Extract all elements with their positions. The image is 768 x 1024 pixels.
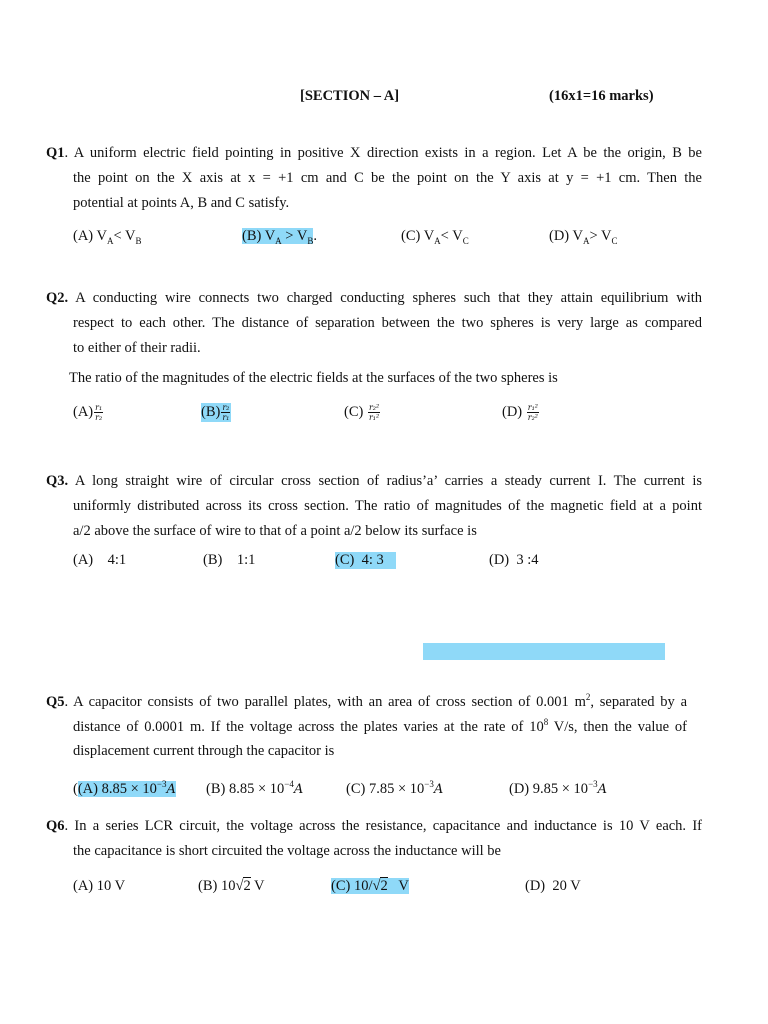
q3-line1 (46, 473, 702, 490)
q1-line2: the point on the X axis at x = +1 cm and C be the point on the Y axis at y = +1 cm. Then the (73, 170, 702, 186)
question-number: Q5 (46, 693, 65, 710)
q5-line1: Q5. A capacitor consists of two parallel plates, with an area of cross section of 0.001 $m^2$, separated by a (46, 692, 688, 710)
fraction: $\frac{\text{r₂}}{\text{r₁}}$ (222, 403, 230, 422)
q2-line1 (46, 290, 702, 307)
q1-option-c[interactable]: (C) $V_A< V_C$ (401, 228, 469, 246)
question-text: . In a series LCR circuit, the voltage across the resistance, capacitance and inductance is 10 V each. If (64, 818, 702, 834)
question-number: Q1 (46, 145, 65, 161)
fraction: $\frac{\text{r₁}}{\text{r₂}}$ (95, 403, 103, 422)
question-number: Q3. (46, 473, 69, 489)
q5-line2: distance of 0.0001 m. If the voltage across the plates varies at the rate of $10^8$ V/s, then the value of (73, 717, 687, 735)
q1-line1 (46, 145, 702, 162)
q6-line2: the capacitance is short circuited the voltage across the inductance will be (73, 843, 501, 859)
option-a-text: (A) 8.85 × 10 (77, 780, 157, 797)
highlight-bar (423, 643, 665, 660)
sqrt-icon: √ (235, 878, 244, 894)
marks-label: (16x1=16 marks) (549, 88, 654, 104)
q2-option-d[interactable]: (D) $\frac{\text{r₁²}}{\text{r₂²}}$ (502, 403, 539, 422)
q3-option-c[interactable]: (C) 4: 3 (335, 552, 396, 569)
question-text: A conducting wire connects two charged conducting spheres such that they attain equilibrium with (68, 290, 702, 306)
q3-option-d[interactable]: (D) 3 :4 (489, 552, 539, 568)
question-text: A long straight wire of circular cross section of radius’a’ carries a steady current I. The current is (68, 473, 702, 489)
q5-option-a[interactable]: ((A) $8.85 \times 10^{-3}A$ (73, 779, 176, 797)
question-number: Q6 (46, 818, 65, 834)
q3-line2: uniformly distributed across its cross section. The ratio of magnitudes of the magnetic field at a point (73, 498, 702, 514)
q2-line3: to either of their radii. (73, 340, 201, 356)
q1-option-a[interactable]: (A) $V_A< V_B$ (73, 228, 142, 246)
question-number: Q2. (46, 290, 69, 306)
q2-option-b[interactable]: (B) $\frac{\text{r₂}}{\text{r₁}}$ (201, 403, 230, 422)
q1-line3: potential at points A, B and C satisfy. (73, 195, 290, 211)
sqrt-icon: √ (372, 878, 381, 894)
q6-option-c[interactable]: (C) 10/√2 V (331, 878, 409, 894)
q5-option-d[interactable]: (D) $9.85 \times 10^{-3}A$ (509, 779, 608, 797)
q1-option-d[interactable]: (D) $V_A> V_C$ (549, 228, 618, 246)
q6-line1 (46, 818, 702, 835)
fraction: $\frac{\text{r₁²}}{\text{r₂²}}$ (527, 403, 539, 422)
q5-line3: displacement current through the capacitor is (73, 743, 335, 759)
q2-line2: respect to each other. The distance of separation between the two spheres is very large as compared (73, 315, 702, 331)
q6-option-d[interactable]: (D) 20 V (525, 878, 581, 894)
question-text: . A uniform electric field pointing in positive X direction exists in a region. Let A be the origin, B be (64, 145, 702, 161)
q2-option-a[interactable]: (A) $\frac{\text{r₁}}{\text{r₂}}$ (73, 403, 103, 422)
q3-option-b[interactable]: (B) 1:1 (203, 552, 256, 568)
q6-option-b[interactable]: (B) 10√2 V (198, 878, 265, 894)
section-heading: [SECTION – A] (300, 88, 400, 104)
q5-option-b[interactable]: (B) $8.85 \times 10^{-4}A$ (206, 779, 304, 797)
q6-option-a[interactable]: (A) 10 V (73, 878, 126, 894)
q5-option-c[interactable]: (C) $7.85 \times 10^{-3}A$ (346, 779, 444, 797)
q3-option-a[interactable]: (A) 4:1 (73, 552, 127, 568)
q3-line3: a/2 above the surface of wire to that of a point a/2 below its surface is (73, 523, 477, 539)
fraction: $\frac{\text{r₂²}}{\text{r₁²}}$ (368, 403, 380, 422)
q2-line4: The ratio of the magnitudes of the electric fields at the surfaces of the two spheres is (69, 370, 558, 386)
q1-option-b[interactable]: (B) $V_A > V_B$. (242, 228, 317, 246)
q2-option-c[interactable]: (C) $\frac{\text{r₂²}}{\text{r₁²}}$ (344, 403, 380, 422)
